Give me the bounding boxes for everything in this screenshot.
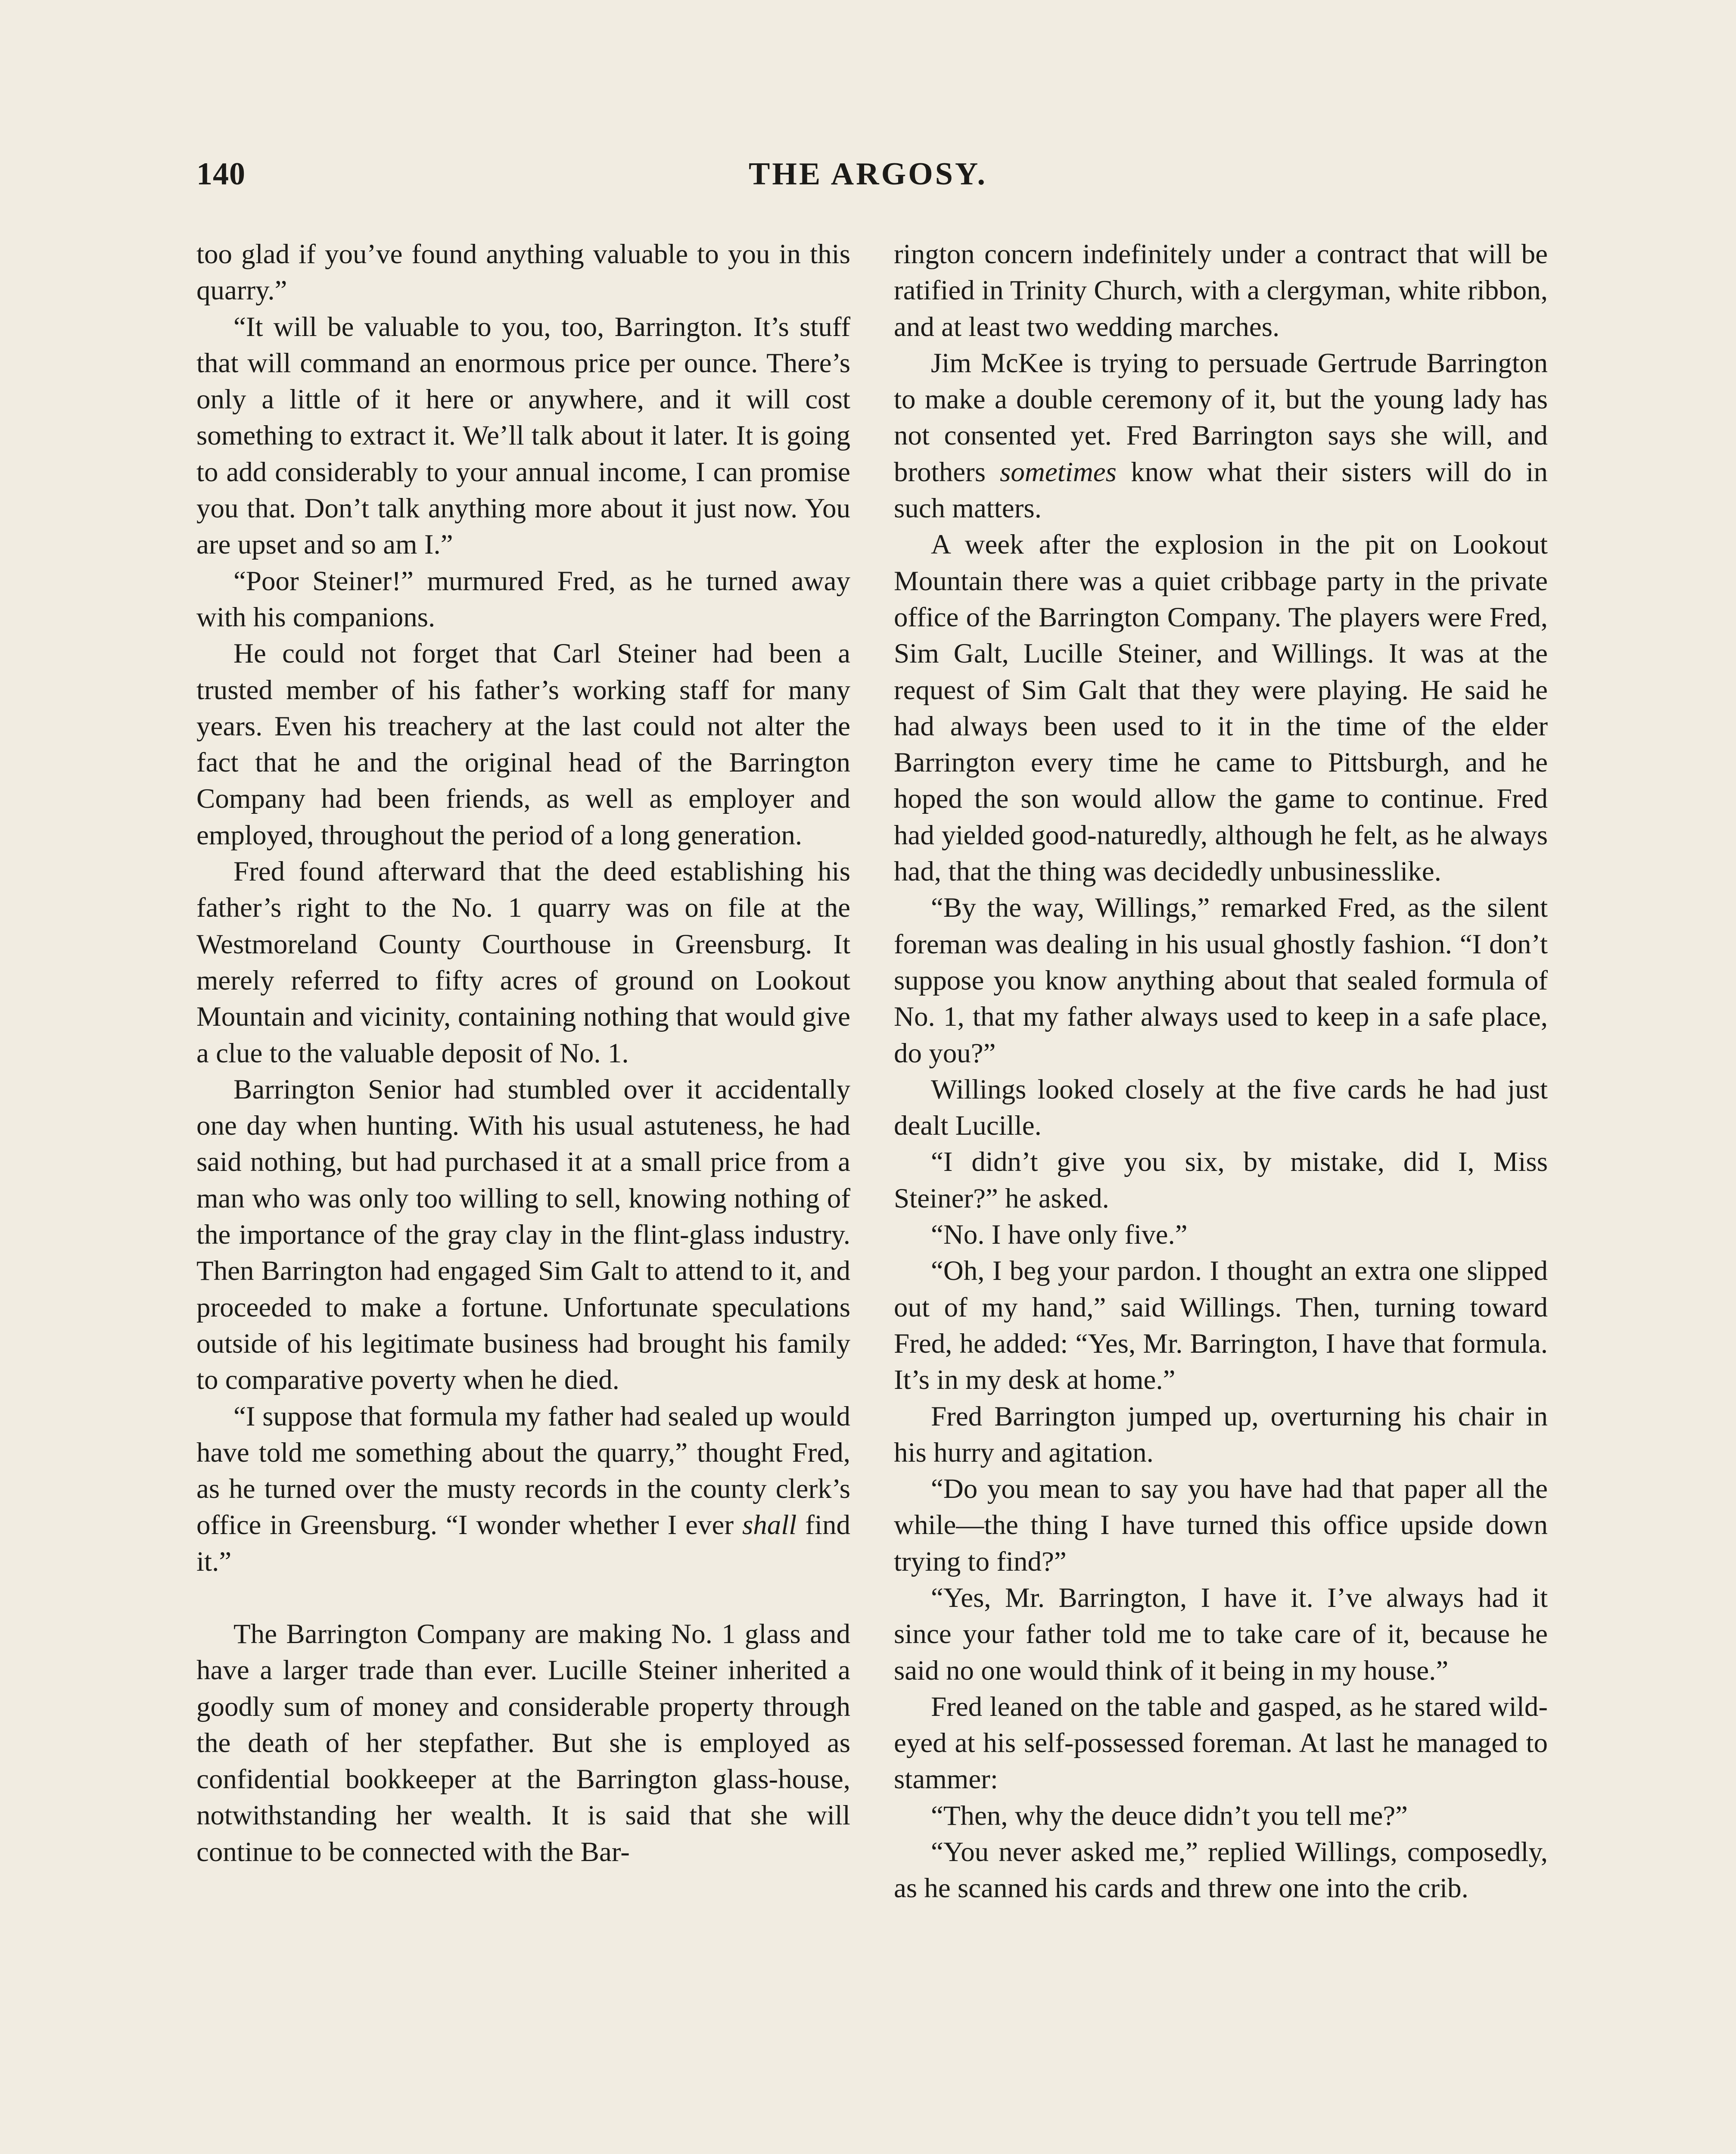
text-run: find it.” bbox=[196, 1510, 850, 1577]
paragraph: “Yes, Mr. Barrington, I have it. I’ve always had it since your father told me to take care of it, because he said no one would think of it being in my house.” bbox=[894, 1582, 1548, 1686]
paragraph: Fred Barrington jumped up, overturning his chair in his hurry and agitation. bbox=[894, 1401, 1548, 1468]
paragraph: He could not forget that Carl Steiner had been a trusted member of his father’s working staff for many years. Even his treachery at the last could not alter the fact that he and the original head of the Barrington Company had been friends, as well as employer and employed, throughout the period of a long generation. bbox=[196, 638, 850, 851]
page-number: 140 bbox=[196, 156, 246, 192]
text-run: know what their sisters will do in such matters. bbox=[894, 456, 1548, 524]
paragraph: “No. I have only five.” bbox=[931, 1219, 1188, 1251]
emphasis: shall bbox=[742, 1510, 797, 1541]
running-title: THE ARGOSY. bbox=[749, 156, 987, 192]
paragraph: “Poor Steiner!” murmured Fred, as he turned away with his companions. bbox=[196, 565, 850, 633]
paragraph: Barrington Senior had stumbled over it accidentally one day when hunting. With his usual astuteness, he had said nothing, but had purchased it at a small price from a man who was only too willing to sell, knowing nothing of the importance of the gray clay in the flint-glass industry. Then Barrington had engaged Sim Galt to attend to it, and proceeded to make a fortune. Unfortunate speculations outside of his legitimate business had brought his family to comparative poverty when he died. bbox=[196, 1074, 850, 1396]
paragraph: “You never asked me,” replied Willings, composedly, as he scanned his cards and threw one into the crib. bbox=[894, 1837, 1548, 1904]
paragraph bbox=[196, 1398, 850, 1580]
text-run: Jim McKee is trying to persuade Gertrude Barrington to make a double ceremony of it, but the young lady has not consented yet. Fred Barrington says she will, and brothers bbox=[894, 347, 1548, 488]
emphasis: sometimes bbox=[1000, 456, 1117, 488]
paragraph: “It will be valuable to you, too, Barrington. It’s stuff that will command an enormous price per ounce. There’s only a little of it here or anywhere, and it will cost something to extract it. We’ll talk about it later. It is going to add considerably to your annual income, I can promise you that. Don’t talk anything more about it just now. You are upset and so am I.” bbox=[196, 311, 850, 560]
paragraph: “By the way, Willings,” remarked Fred, as the silent foreman was dealing in his usual ghostly fashion. “I don’t suppose you know anything about that sealed formula of No. 1, that my father always used to keep in a safe place, do you?” bbox=[894, 892, 1548, 1069]
text-run: “I suppose that formula my father had sealed up would have told me something about the quarry,” thought Fred, as he turned over the musty records in the county clerk’s office in Greensburg. “I wonder whether I ever bbox=[196, 1401, 850, 1541]
paragraph: Fred found afterward that the deed establishing his father’s right to the No. 1 quarry was on file at the Westmoreland County Courthouse in Greensburg. It merely referred to fifty acres of ground on Lookout Mountain and vicinity, containing nothing that would give a clue to the valuable deposit of No. 1. bbox=[196, 856, 850, 1069]
paragraph: “Do you mean to say you have had that paper all the while—the thing I have turned this office upside down trying to find?” bbox=[894, 1473, 1548, 1577]
paragraph: “I didn’t give you six, by mistake, did I, Miss Steiner?” he asked. bbox=[894, 1146, 1548, 1214]
paragraph: “Oh, I beg your pardon. I thought an extra one slipped out of my hand,” said Willings. Then, turning toward Fred, he added: “Yes, Mr. Barrington, I have that formula. It’s in my desk at home.” bbox=[894, 1255, 1548, 1396]
paragraph: The Barrington Company are making No. 1 glass and have a larger trade than ever. Lucille Steiner inherited a goodly sum of money and considerable property through the death of her stepfather. But she is employed as confidential bookkeeper at the Barrington glass-house, notwithstanding her wealth. It is said that she will continue to be connected with the Bar- bbox=[196, 1618, 850, 1868]
paragraph: A week after the explosion in the pit on Lookout Mountain there was a quiet cribbage party in the private office of the Barrington Company. The players were Fred, Sim Galt, Lucille Steiner, and Willings. It was at the request of Sim Galt that they were playing. He said he had always been used to it in the time of the elder Barrington every time he came to Pittsburgh, and he hoped the son would allow the game to continue. Fred had yielded good-naturedly, although he felt, as he always had, that the thing was decidedly unbusinesslike. bbox=[894, 529, 1548, 887]
paragraph bbox=[894, 345, 1548, 526]
paragraph: Willings looked closely at the five cards he had just dealt Lucille. bbox=[894, 1074, 1548, 1142]
right-column bbox=[894, 236, 1548, 1907]
left-column bbox=[196, 236, 850, 1870]
paragraph: too glad if you’ve found anything valuable to you in this quarry.” bbox=[196, 239, 850, 306]
paragraph: rington concern indefinitely under a contract that will be ratified in Trinity Church, with a clergyman, white ribbon, and at least two wedding marches. bbox=[894, 239, 1548, 342]
paragraph: Fred leaned on the table and gasped, as he stared wild-eyed at his self-possessed foreman. At last he managed to stammer: bbox=[894, 1691, 1548, 1795]
paragraph: “Then, why the deuce didn’t you tell me?” bbox=[931, 1800, 1408, 1831]
